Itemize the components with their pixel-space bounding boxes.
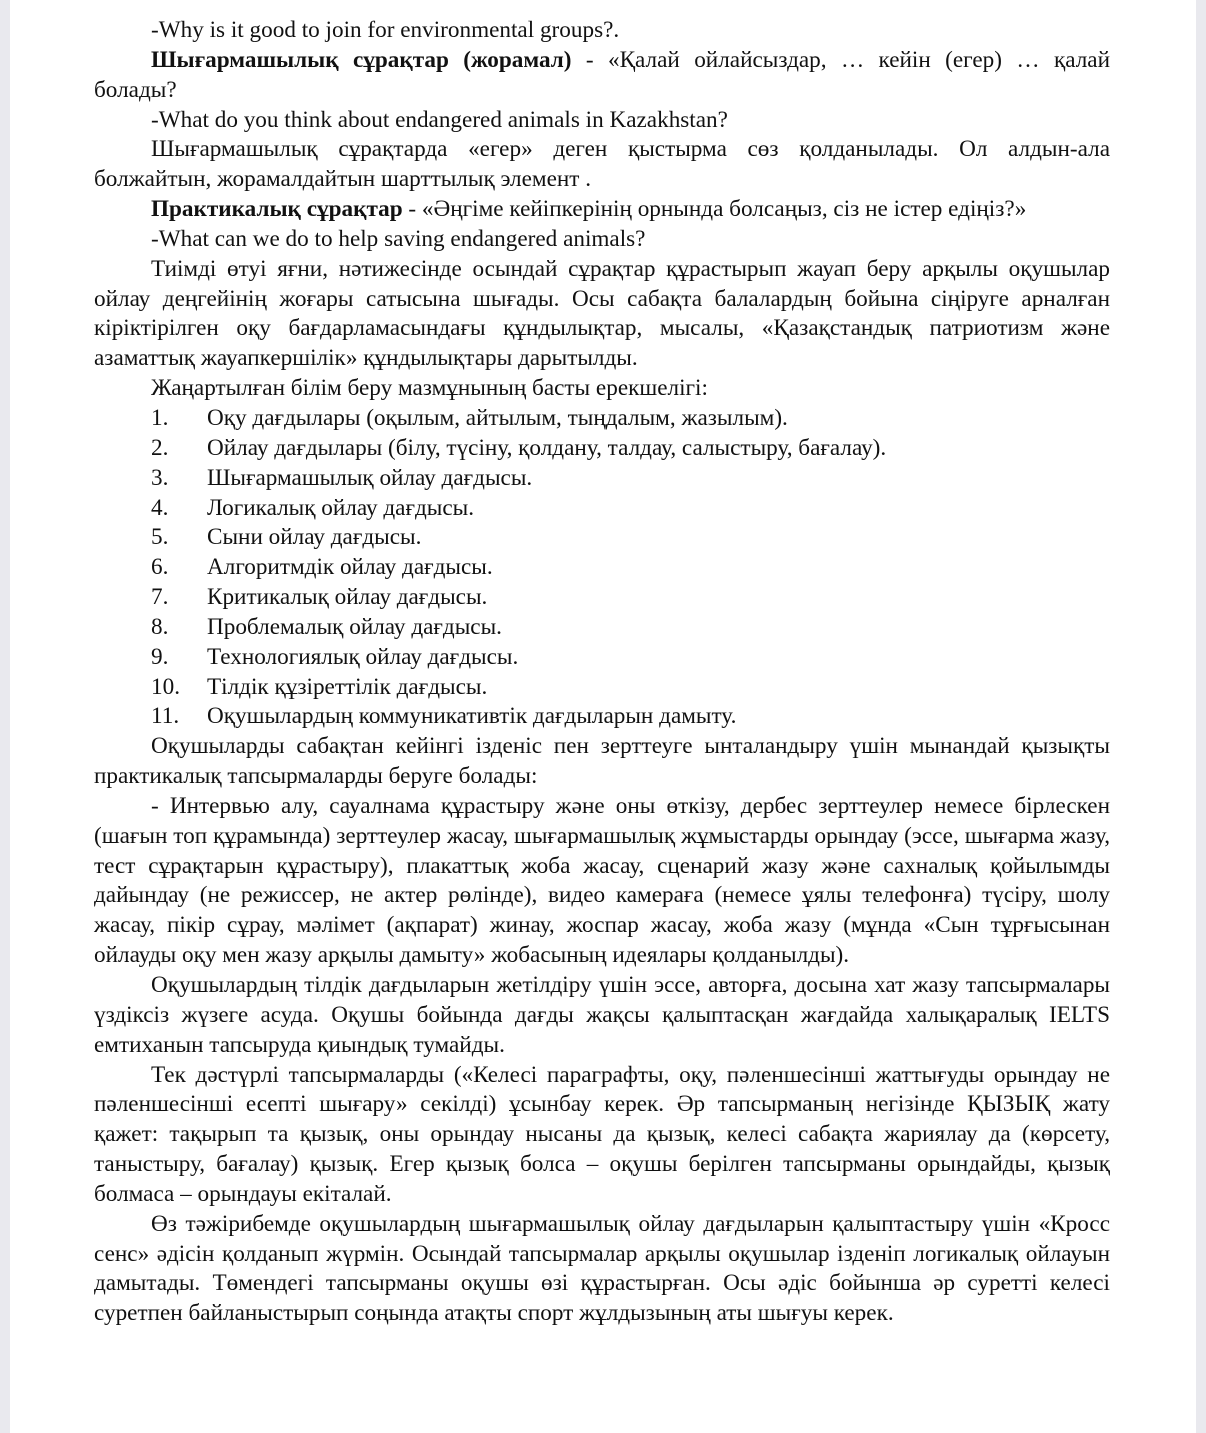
list-item-text: Оқу дағдылары (оқылым, айтылым, тыңдалым, жазылым). xyxy=(207,404,788,431)
traditional-tasks-paragraph: Тек дәстүрлі тапсырмаларды («Келесі параграфты, оқу, пәленшесінші жаттығуды орындау не пәленшесінші есепті шығару» секілді) ұсынбау керек. Әр тапсырманың негізінде ҚЫЗЫҚ жату қажет: тақырып та қызық, оны орындау нысаны да қызық, келесі сабақта жариялау да (көрсету, таныстыру, бағалау) қызық. Егер қызық болса – оқушы берілген тапсырманы орындайды, қызық болмаса – орындауы екіталай. xyxy=(94,1061,1110,1207)
list-item-text: Технологиялық ойлау дағдысы. xyxy=(207,643,519,670)
language-skills-paragraph: Оқушылардың тілдік дағдыларын жетілдіру үшін эссе, авторға, досына хат жазу тапсырмалары үздіксіз жүзеге асуда. Оқушы бойында дағды жақсы қалыптасқан жағдайда халықаралық IELTS емтиханын тапсыруда қиындық тумайды. xyxy=(94,972,1110,1058)
list-item-number: 9. xyxy=(151,643,169,670)
list-item-text: Шығармашылық ойлау дағдысы. xyxy=(207,464,533,491)
list-item-text: Сыни ойлау дағдысы. xyxy=(207,524,422,551)
list-item xyxy=(94,583,1110,613)
creative-questions-text: - «Қалай ойлайсыздар, … кейін (егер) … қалай болады? xyxy=(94,46,1110,103)
list-item xyxy=(94,404,1110,434)
list-item-number: 1. xyxy=(151,404,169,431)
list-item xyxy=(94,434,1110,464)
question-endangered-animals: -What do you think about endangered animals in Kazakhstan? xyxy=(151,106,728,133)
list-item-text: Тілдік құзіреттілік дағдысы. xyxy=(207,673,488,700)
creative-note-paragraph: Шығармашылық сұрақтарда «егер» деген қыстырма сөз қолданылады. Ол алдын-ала болжайтын, жорамалдайтын шарттылық элемент . xyxy=(94,136,1110,193)
list-item xyxy=(94,553,1110,583)
list-item-number: 6. xyxy=(151,554,169,581)
list-item xyxy=(94,702,1110,732)
list-item xyxy=(94,494,1110,524)
list-item xyxy=(94,523,1110,553)
features-list xyxy=(94,404,1110,732)
creative-questions-label: Шығармашылық сұрақтар (жорамал) xyxy=(151,46,572,73)
list-item-text: Критикалық ойлау дағдысы. xyxy=(207,584,488,611)
list-item-number: 5. xyxy=(151,524,169,551)
list-item-text: Алгоритмдік ойлау дағдысы. xyxy=(207,554,493,581)
list-item-number: 3. xyxy=(151,464,169,491)
creative-questions-paragraph xyxy=(94,46,1110,106)
tasks-list-paragraph: - Интервью алу, сауалнама құрастыру және оны өткізу, дербес зерттеулер немесе бірлескен (шағын топ құрамында) зерттеулер жасау, шығармашылық жұмыстарды орындау (эссе, шығарма жазу, тест сұрақтарын құрастыру), плакаттық жоба жасау, сценарий жазу және сахналық қойылымды дайындау (не режиссер, не актер рөлінде), видео камераға (немесе ұялы телефонға) түсіру, шолу жасау, пікір сұрау, мәлімет (ақпарат) жинау, жоспар жасау, жоба жазу (мұнда «Сын тұрғысынан ойлауды оқу мен жазу арқылы дамыту» жобасының идеялары қолданылды). xyxy=(94,792,1110,969)
list-item xyxy=(94,613,1110,643)
question-saving-animals: -What can we do to help saving endangered animals? xyxy=(151,225,646,252)
document-body xyxy=(94,16,1110,1329)
list-item-text: Логикалық ойлау дағдысы. xyxy=(207,494,475,521)
list-item-text: Оқушылардың коммуникативтік дағдыларын дамыту. xyxy=(207,703,737,730)
practical-questions-paragraph xyxy=(94,195,1110,225)
tasks-intro-paragraph: Оқушыларды сабақтан кейінгі ізденіс пен зерттеуге ынталандыру үшін мынандай қызықты практикалық тапсырмаларды беруге болады: xyxy=(94,733,1110,790)
list-item-text: Ойлау дағдылары (білу, түсіну, қолдану, талдау, салыстыру, бағалау). xyxy=(207,434,887,461)
list-item xyxy=(94,643,1110,673)
list-item-text: Проблемалық ойлау дағдысы. xyxy=(207,613,502,640)
list-item-number: 10. xyxy=(151,673,180,700)
list-item-number: 8. xyxy=(151,613,169,640)
practical-questions-label: Практикалық сұрақтар xyxy=(151,196,403,223)
features-heading: Жаңартылған білім беру мазмұнының басты ерекшелігі: xyxy=(151,375,708,402)
practical-questions-text: - «Әңгіме кейіпкерінің орнында болсаңыз, сіз не істер едіңіз?» xyxy=(402,196,1027,223)
effective-paragraph: Тиімді өтуі яғни, нәтижесінде осындай сұрақтар құрастырып жауап беру арқылы оқушылар ойлау деңгейінің жоғары сатысына шығады. Осы сабақта балалардың бойына сіңіруге арналған кіріктірілген оқу бағдарламасындағы құндылықтар, мысалы, «Қазақстандық патриотизм және азаматтық жауапкершілік» құндылықтары дарытылды. xyxy=(94,255,1110,372)
question-environmental-groups: -Why is it good to join for environmental groups?. xyxy=(151,17,620,43)
document-page xyxy=(10,0,1196,1433)
list-item xyxy=(94,464,1110,494)
experience-paragraph: Өз тәжірибемде оқушылардың шығармашылық ойлау дағдыларын қалыптастыру үшін «Кросс сенс» әдісін қолданып жүрмін. Осындай тапсырмалар арқылы оқушылар ізденіп логикалық ойлауын дамытады. Төмендегі тапсырманы оқушы өзі құрастырған. Осы әдіс бойынша әр суретті келесі суретпен байланыстырып соңында атақты спорт жұлдызының аты шығуы керек. xyxy=(94,1210,1110,1327)
list-item-number: 7. xyxy=(151,584,169,611)
list-item-number: 2. xyxy=(151,434,169,461)
list-item-number: 11. xyxy=(151,703,180,730)
list-item xyxy=(94,673,1110,703)
list-item-number: 4. xyxy=(151,494,169,521)
